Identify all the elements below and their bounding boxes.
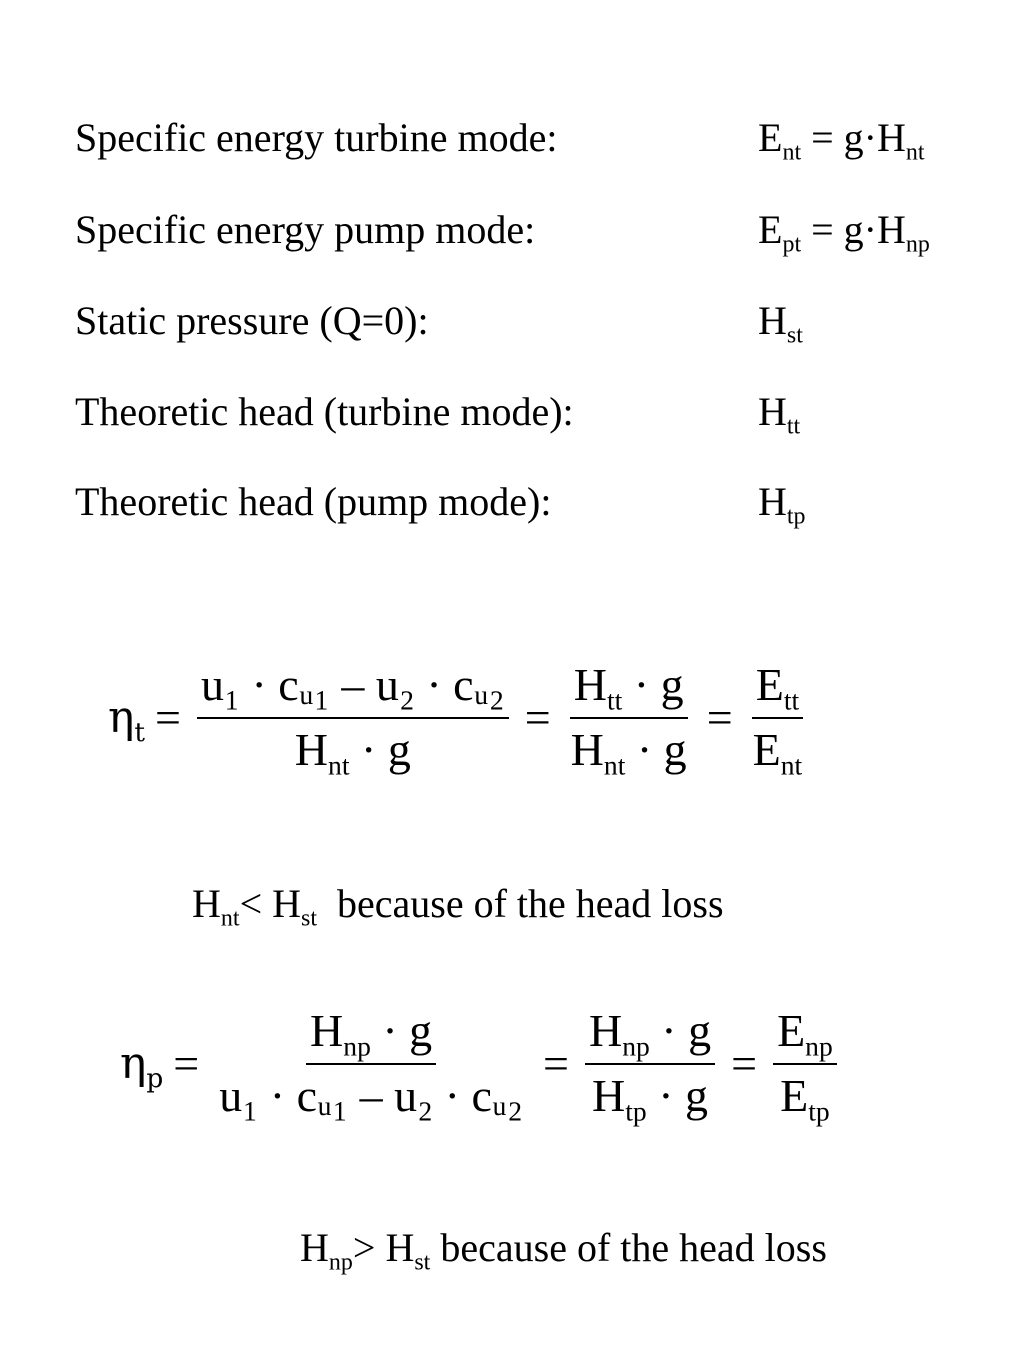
definition-label: Static pressure (Q=0): (75, 298, 429, 343)
equals-sign: = (543, 1038, 569, 1090)
fraction-energy-ratio (773, 1005, 837, 1127)
fraction-numerator: u₁ · cᵤ₁ – u₂ · cᵤ₂ (197, 660, 509, 719)
fraction-head-ratio (585, 1005, 715, 1127)
fraction-head-ratio (567, 659, 691, 781)
definition-row (75, 207, 930, 258)
equals-sign: = (731, 1038, 758, 1090)
definition-row (75, 298, 803, 349)
pump-head-loss-remark: $H_{np}> H_{st}$ because of the head loss (300, 1225, 827, 1276)
fraction-numerator: $E_{np}$ (773, 1006, 837, 1065)
fraction-denominator: $H_{tp} \cdot g$ (592, 1069, 709, 1127)
fraction-denominator: $H_{nt} \cdot g$ (570, 723, 687, 781)
fraction-velocity-over-head (197, 659, 509, 781)
fraction-denominator: u₁ · cᵤ₁ – u₂ · cᵤ₂ (219, 1069, 523, 1121)
definition-row (75, 115, 925, 166)
turbine-efficiency-formula (108, 659, 812, 781)
definition-symbol: $H_{tp}$ (758, 479, 806, 530)
equals-sign: = (173, 1038, 200, 1090)
definition-label: Specific energy pump mode: (75, 207, 536, 252)
definition-row (75, 389, 801, 440)
equals-sign: = (706, 692, 733, 744)
definition-symbol: $E_{nt} = g\cdot H_{nt}$ (758, 115, 925, 166)
fraction-numerator: $H_{np} \cdot g$ (585, 1006, 715, 1065)
definition-row (75, 479, 806, 530)
fraction-numerator: $H_{np} \cdot g$ (306, 1006, 436, 1065)
equals-sign: = (524, 692, 551, 744)
definition-label: Theoretic head (pump mode): (75, 479, 552, 524)
fraction-numerator: $H_{tt} \cdot g$ (570, 660, 688, 719)
definition-label: Specific energy turbine mode: (75, 115, 558, 160)
fraction-denominator: $E_{nt}$ (752, 723, 803, 781)
eta-turbine-symbol: $\eta_t$ (108, 692, 145, 749)
fraction-denominator: $H_{nt} \cdot g$ (294, 723, 411, 781)
definition-symbol: $E_{pt} = g\cdot H_{np}$ (758, 207, 930, 258)
pump-efficiency-formula (120, 1005, 843, 1127)
definition-symbol: $H_{st}$ (758, 298, 803, 349)
definition-label: Theoretic head (turbine mode): (75, 389, 574, 434)
equals-sign: = (154, 692, 181, 744)
fraction-denominator: $E_{tp}$ (780, 1069, 830, 1127)
fraction-head-over-velocity (215, 1006, 527, 1121)
definition-symbol: $H_{tt}$ (758, 389, 801, 440)
fraction-energy-ratio (749, 659, 807, 781)
eta-pump-symbol: $\eta_p$ (120, 1038, 164, 1095)
fraction-numerator: $E_{tt}$ (752, 660, 803, 719)
turbine-head-loss-remark: $H_{nt}< H_{st}$ because of the head loss (192, 881, 724, 932)
